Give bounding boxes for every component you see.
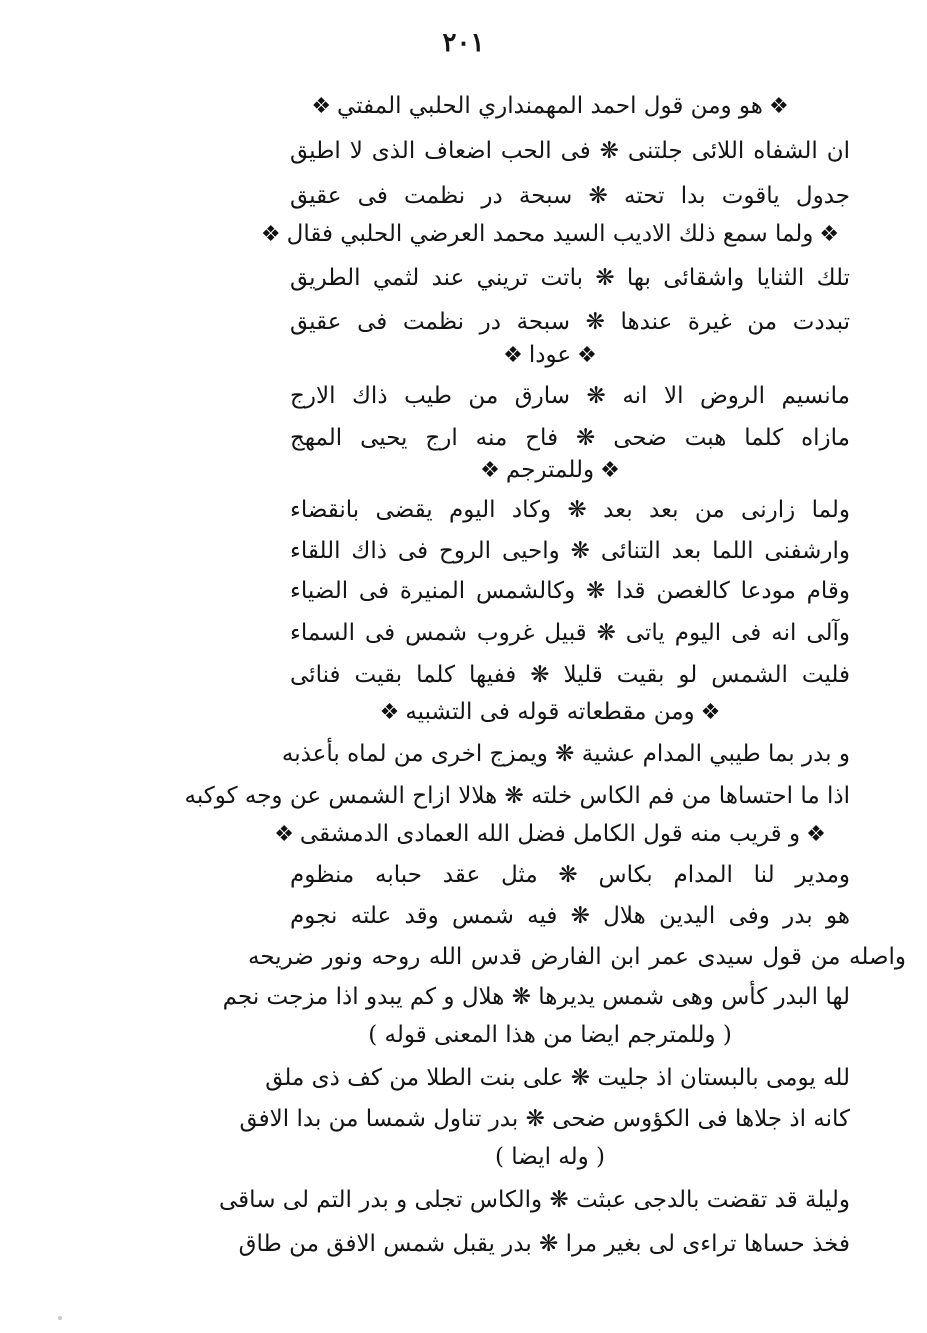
verse-line: تلك الثنايا واشقائى بها ❋ باتت تريني عند لثمي الطريق: [290, 265, 850, 291]
verse-line: و بدر بما طيبي المدام عشية ❋ ويمزج اخرى من لماه بأعذبه: [281, 741, 850, 767]
section-heading: [250, 86, 850, 126]
verse-line: لها البدر كأس وهى شمس يديرها ❋ هلال و كم يبدو اذا مزجت نجم: [222, 984, 850, 1010]
ornament-icon: ❖: [503, 343, 523, 368]
section-heading: [250, 335, 850, 375]
verse-line: وليلة قد تقضت بالدجى عبثت ❋ والكاس تجلى و بدر التم لى ساقى: [219, 1187, 850, 1213]
ornament-icon: ❖: [379, 700, 400, 725]
section-heading: ( وله ايضا ): [494, 1144, 606, 1170]
page-number: ٢٠١: [442, 28, 485, 58]
heading-text: ومن مقطعاته قوله فى التشبيه: [405, 699, 695, 725]
verse-line: تبددت من غيرة عندها ❋ سبحة در نظمت فى عقيق: [290, 309, 850, 335]
verse-line: ومدير لنا المدام بكاس ❋ مثل عقد حبابه منظوم: [290, 862, 850, 888]
ornament-icon: ❖: [311, 94, 332, 119]
ornament-icon: ❖: [600, 458, 620, 483]
verse-line: ولما زارنى من بعد بعد ❋ وكاد اليوم يقضى بانقضاء: [290, 497, 850, 523]
verse-line: كانه اذ جلاها فى الكؤوس ضحى ❋ بدر تناول شمسا من بدا الافق: [239, 1106, 850, 1132]
ornament-icon: ❖: [768, 94, 789, 119]
verse-line: فليت الشمس لو بقيت قليلا ❋ ففيها كلما بقيت فنائى: [290, 662, 850, 688]
ornament-icon: ❖: [274, 822, 294, 847]
verse-line: مازاه كلما هبت ضحى ❋ فاح منه ارج يحيى المهج: [290, 425, 850, 451]
verse-line: وارشفنى اللما بعد التنائى ❋ واحيى الروح فى ذاك اللقاء: [290, 538, 850, 564]
heading-text: وللمترجم: [505, 457, 595, 483]
ornament-icon: ❖: [806, 822, 826, 847]
verse-line: وآلى انه فى اليوم ياتى ❋ قبيل غروب شمس فى السماء: [290, 620, 850, 646]
ornament-icon: ❖: [700, 700, 721, 725]
ornament-icon: ❖: [577, 343, 597, 368]
section-heading: [250, 814, 850, 854]
verse-line: لله يومى بالبستان اذ جليت ❋ على بنت الطلا من كف ذى ملق: [265, 1065, 850, 1091]
section-heading: [250, 450, 850, 490]
heading-text: و قريب منه قول الكامل فضل الله العمادى الدمشقى: [299, 821, 801, 847]
ornament-icon: ❖: [260, 222, 281, 247]
heading-text: ولما سمع ذلك الاديب السيد محمد العرضي الحلبي فقال: [286, 221, 814, 247]
heading-text: عودا: [528, 342, 572, 368]
margin-speck: [58, 1316, 62, 1320]
section-heading: ( وللمترجم ايضا من هذا المعنى قوله ): [368, 1022, 732, 1048]
verse-line: هو بدر وفى اليدين هلال ❋ فيه شمس وقد علته نجوم: [290, 903, 850, 929]
verse-line: اذا ما احتساها من فم الكاس خلته ❋ هلالا ازاح الشمس عن وجه كوكبه: [184, 783, 850, 809]
verse-line: مانسيم الروض الا انه ❋ سارق من طيب ذاك الارج: [290, 383, 850, 409]
ornament-icon: ❖: [480, 458, 500, 483]
verse-line: ان الشفاه اللائى جلتنى ❋ فى الحب اضعاف الذى لا اطيق: [290, 138, 850, 164]
verse-line: فخذ حساها تراءى لى بغير مرا ❋ بدر يقبل شمس الافق من طاق: [238, 1231, 850, 1257]
section-heading: [250, 214, 850, 254]
prose-line: واصله من قول سيدى عمر ابن الفارض قدس الله روحه ونور ضريحه: [248, 944, 906, 970]
verse-line: جدول ياقوت بدا تحته ❋ سبحة در نظمت فى عقيق: [290, 183, 850, 209]
heading-text: هو ومن قول احمد المهمنداري الحلبي المفتي: [337, 93, 763, 119]
verse-line: وقام مودعا كالغصن قدا ❋ وكالشمس المنيرة فى الضياء: [290, 578, 850, 604]
ornament-icon: ❖: [819, 222, 840, 247]
section-heading: [250, 692, 850, 732]
